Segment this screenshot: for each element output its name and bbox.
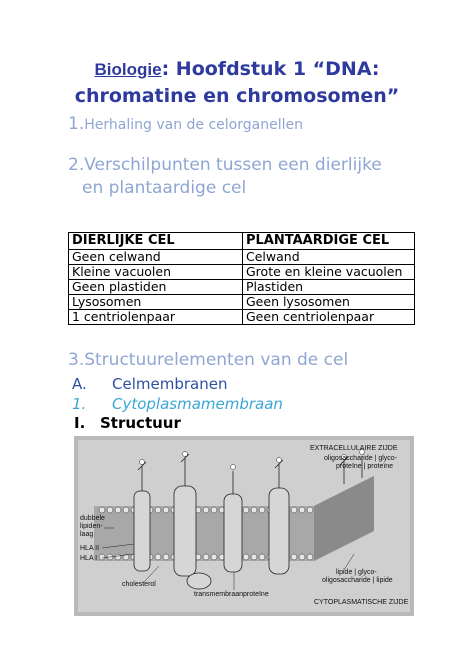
label-hla1: HLA I [80,555,98,562]
outline-a [72,375,227,393]
outline-roman-marker: I. [74,414,86,432]
section-2-line-1: 2.Verschilpunten tussen een dierlijke [68,155,382,175]
section-2-heading [68,154,448,200]
comparison-table [68,232,415,325]
label-transmembraan: transmembraanproteïne [194,591,269,598]
title-line-2: chromatine en chromosomen” [74,85,400,107]
table-row [69,265,415,280]
label-extracellular: EXTRACELLULAIRE ZIJDE [310,445,398,452]
membrane-diagram [74,436,414,616]
title-prefix: Biologie [94,60,162,79]
table-cell: Geen lysosomen [243,295,415,310]
table-cell: Geen celwand [69,250,243,265]
table-header-cell: PLANTAARDIGE CEL [243,233,415,250]
outline-roman [74,414,181,432]
section-1-number: 1. [68,114,85,134]
section-1-text: Herhaling van de celorganellen [84,117,303,133]
membrane-figure [74,436,414,616]
label-protein-top: proteïne | proteïne [336,463,394,470]
table-cell: Geen plastiden [69,280,243,295]
table-cell: Grote en kleine vacuolen [243,265,415,280]
table-cell: Celwand [243,250,415,265]
table-header-cell: DIERLIJKE CEL [69,233,243,250]
label-lipiden: lipiden- [80,523,103,530]
table-row [69,250,415,265]
title-line-1 [0,56,474,83]
label-lipide: lipide | glyco- [336,569,377,576]
outline-a-text: Celmembranen [112,375,228,393]
title-main: : Hoofdstuk 1 “DNA: [161,58,380,80]
table-row [69,280,415,295]
table-row [69,295,415,310]
table-cell: 1 centriolenpaar [69,310,243,325]
outline-roman-text: Structuur [100,414,181,432]
label-dubbele: dubbele [80,515,105,522]
outline-1-marker: 1. [72,395,87,413]
outline-1 [72,395,283,413]
table-row [69,310,415,325]
table-cell: Kleine vacuolen [69,265,243,280]
label-laag: laag [80,531,94,538]
label-hla2: HLA II [80,545,100,552]
section-3-heading: 3.Structuurelementen van de cel [68,350,349,370]
label-cholesterol: cholesterol [122,581,156,588]
section-1-heading [68,114,303,134]
outline-a-marker: A. [72,375,87,393]
label-cytoplasmatic: CYTOPLASMATISCHE ZIJDE [314,599,409,606]
outline-1-text: Cytoplasmamembraan [112,395,283,413]
label-oligo-protein: oligosaccharide | glyco- [324,455,398,462]
table-cell: Plastiden [243,280,415,295]
label-oligo-lipide: oligosaccharide | lipide [322,577,393,584]
table-header-row [69,233,415,250]
table-cell: Geen centriolenpaar [243,310,415,325]
section-2-line-2: en plantaardige cel [82,178,247,198]
table-cell: Lysosomen [69,295,243,310]
page-title [0,56,474,110]
